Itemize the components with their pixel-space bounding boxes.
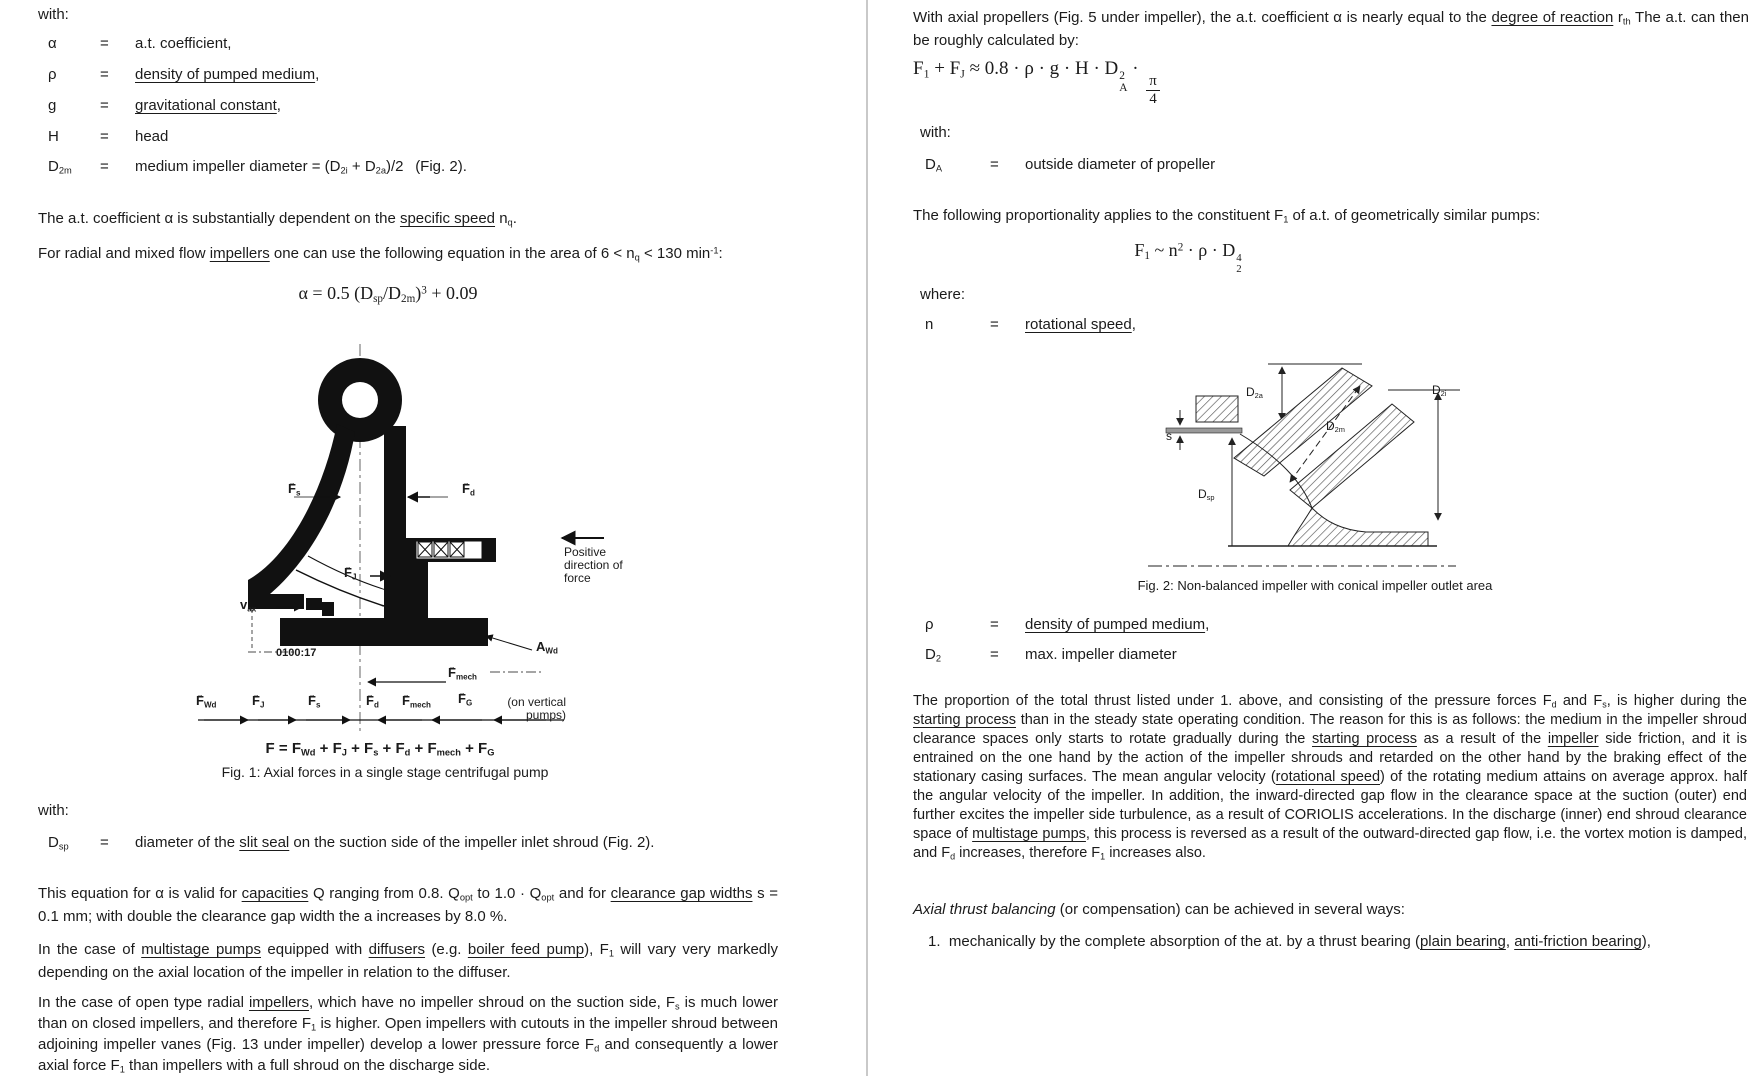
dimension-label-d2a: $D_{2a}$ — [1246, 385, 1263, 401]
axis-label-fg: → $F_G$ — [458, 692, 472, 706]
force-label-fj: → $F_J$ — [344, 566, 356, 580]
figure-2-drawing — [1140, 350, 1470, 585]
where-label: where: — [920, 286, 966, 303]
definition-equals: = — [990, 316, 999, 333]
paragraph-proportionality: The following proportionality applies to the constituent $F_1$ of a.t. of geometrically similar pumps: — [913, 207, 1541, 225]
definition-term: g — [48, 97, 57, 114]
paragraph-validity: This equation for α is valid for capacities Q ranging from 0.8. $Q_{opt}$ to $1.0 \cdot Q_{opt}$ and for clearance gap widths s = 0.1 mm; with double the clearance gap width the a increases by 8.0 %. — [38, 885, 778, 925]
axis-label-fs: → $F_s$ — [308, 694, 320, 708]
definition-term: $D_{sp}$ — [48, 834, 69, 852]
paragraph-at-coefficient: The a.t. coefficient α is substantially dependent on the specific speed $n_q$. — [38, 210, 517, 228]
paragraph-total-thrust: The proportion of the total thrust listed under 1. above, and consisting of the pressure forces $F_d$ and $F_s$, is higher during the starting process than in the steady state operating condition. The reason for this is as follows: the medium in the impeller shroud clearance spaces only starts to rotate gradually during the starting process as a result of the impeller side friction, and it is entrained on the one hand by the action of the impeller shrouds and retarded on the other hand by the braking effect of the stationary casing surfaces. The mean angular velocity (rotational speed) of the rotating medium attains on average approx. half the angular velocity of the impeller. In addition, the inward-directed gap flow in the clearance space at the suction (outer) end further excites the impeller side turbulence, as a result of CORIOLIS accelerations. In the discharge (inner) end shroud clearance space of multistage pumps, this process is reversed as a result of the outward-directed gap flow, i.e. the vortex motion is damped, and $F_d$ increases, therefore $F_1$ increases also. — [913, 693, 1747, 862]
definition-term: $D_2$ — [925, 646, 942, 664]
area-label-awd: $A_{Wd}$ — [536, 639, 558, 656]
velocity-label-vax: $v_{ax}$ — [240, 597, 257, 614]
definition-equals: = — [990, 616, 999, 633]
definition-equals: = — [990, 646, 999, 663]
drawing-code-label: 0100:17 — [276, 647, 317, 659]
formula-proportionality: $F_1$ ~ $n^2 \cdot \rho \cdot D$ 4 2 — [1134, 240, 1242, 276]
definition-equals: = — [990, 156, 999, 173]
dimension-label-d2m: $D_{2m}$ — [1326, 419, 1346, 435]
force-label-fs: → $F_s$ — [288, 482, 300, 496]
paragraph-open-impellers: In the case of open type radial impellers, which have no impeller shroud on the suction side, $F_s$ is much lower than on closed impellers, and therefore $F_1$ is higher. Open impellers with cutouts in the impeller shroud between adjoining impeller vanes (Fig. 13 under impeller) develop a lower pressure force $F_d$ and consequently a lower axial force $F_1$ than impellers with a full shroud on the discharge side. — [38, 994, 779, 1075]
definition-equals: = — [100, 128, 109, 145]
dimension-label-d2i: $D_{2i}$ — [1432, 383, 1447, 399]
with-label-2: with: — [38, 802, 69, 819]
figure-2-caption: Fig. 2: Non-balanced impeller with conical impeller outlet area — [1137, 578, 1493, 593]
dimension-label-dsp: $D_{sp}$ — [1198, 487, 1215, 503]
definition-description: medium impeller diameter = $(D_{2i} + D_{2a})/2$ (Fig. 2). — [135, 158, 467, 176]
definition-equals: = — [100, 834, 109, 851]
figure-1-caption: Fig. 1: Axial forces in a single stage centrifugal pump — [221, 764, 549, 780]
definition-term: $D_{2m}$ — [48, 158, 72, 176]
definition-description: density of pumped medium, — [1025, 616, 1210, 633]
force-label-fd: → $F_d$ — [462, 482, 475, 496]
list-item-text: mechanically by the complete absorption of the at. by a thrust bearing (plain bearing, anti-friction bearing), — [948, 933, 1651, 950]
formula-alpha: α = 0.5 $(D_{sp}/D_{2m})^3 + 0.09$ — [298, 283, 478, 306]
dimension-label-s: s — [1166, 429, 1172, 443]
figure-1-equation: → F = → $F_{Wd}$ + → $F_J$ + → $F_s$ + → $F_d$ + → $F_{mech}$ + → $F_G$ — [190, 736, 570, 762]
axis-label-fd: → $F_d$ — [366, 694, 379, 708]
definition-term: ρ — [925, 616, 934, 633]
paragraph-axial-propellers: With axial propellers (Fig. 5 under impeller), the a.t. coefficient α is nearly equal to the degree of reaction $r_{th}$ The a.t. can then be roughly calculated by: — [913, 9, 1749, 49]
definition-term: α — [48, 35, 57, 52]
axis-label-fmech: → $F_{mech}$ — [402, 694, 431, 708]
definition-term: ρ — [48, 66, 57, 83]
definition-description: density of pumped medium, — [135, 66, 320, 83]
definition-description: outside diameter of propeller — [1025, 156, 1216, 173]
definition-description: max. impeller diameter — [1025, 646, 1177, 663]
definition-description: rotational speed, — [1025, 316, 1136, 333]
definition-term: $D_A$ — [925, 156, 943, 174]
definition-equals: = — [100, 35, 109, 52]
figure-1-drawing — [190, 330, 610, 740]
definition-description: head — [135, 128, 169, 145]
paragraph-multistage: In the case of multistage pumps equipped with diffusers (e.g. boiler feed pump), $F_1$ will vary very markedly depending on the axial location of the impeller in relation to the diffuser. — [38, 941, 778, 981]
definition-term: H — [48, 128, 59, 145]
with-label-1: with: — [38, 6, 69, 23]
axis-label-fwd: → $F_{Wd}$ — [196, 694, 216, 708]
definition-equals: = — [100, 66, 109, 83]
axis-label-fj: → $F_J$ — [252, 694, 264, 708]
formula-f1-fj: $F_1 + F_J \approx 0.8 \cdot \rho \cdot g \cdot H \cdot D$ 2 A · $\frac{\pi}{4}$ — [913, 58, 1160, 107]
paragraph-radial-mixed-flow: For radial and mixed flow impellers one can use the following equation in the area of $6 < n_q < 130$ $\min^{-1}$: — [38, 245, 723, 263]
definition-equals: = — [100, 158, 109, 175]
column-divider — [866, 0, 868, 1076]
definition-term: n — [925, 316, 934, 333]
impeller-section — [1148, 364, 1460, 566]
definition-equals: = — [100, 97, 109, 114]
with-label-3: with: — [920, 124, 951, 141]
definition-description: gravitational constant, — [135, 97, 281, 114]
force-label-fmech: → $F_{mech}$ — [448, 666, 477, 680]
list-item-1 — [928, 930, 1748, 953]
on-vertical-pumps-note: (on vertical pumps) — [507, 695, 566, 722]
definition-description: a.t. coefficient, — [135, 35, 232, 52]
list-item-number: 1. — [928, 933, 941, 950]
positive-direction-note: Positive direction of force — [564, 545, 623, 585]
definition-description: diameter of the slit seal on the suction side of the impeller inlet shroud (Fig. 2). — [135, 834, 655, 851]
paragraph-axial-thrust-balancing: Axial thrust balancing (or compensation) can be achieved in several ways: — [913, 901, 1405, 918]
